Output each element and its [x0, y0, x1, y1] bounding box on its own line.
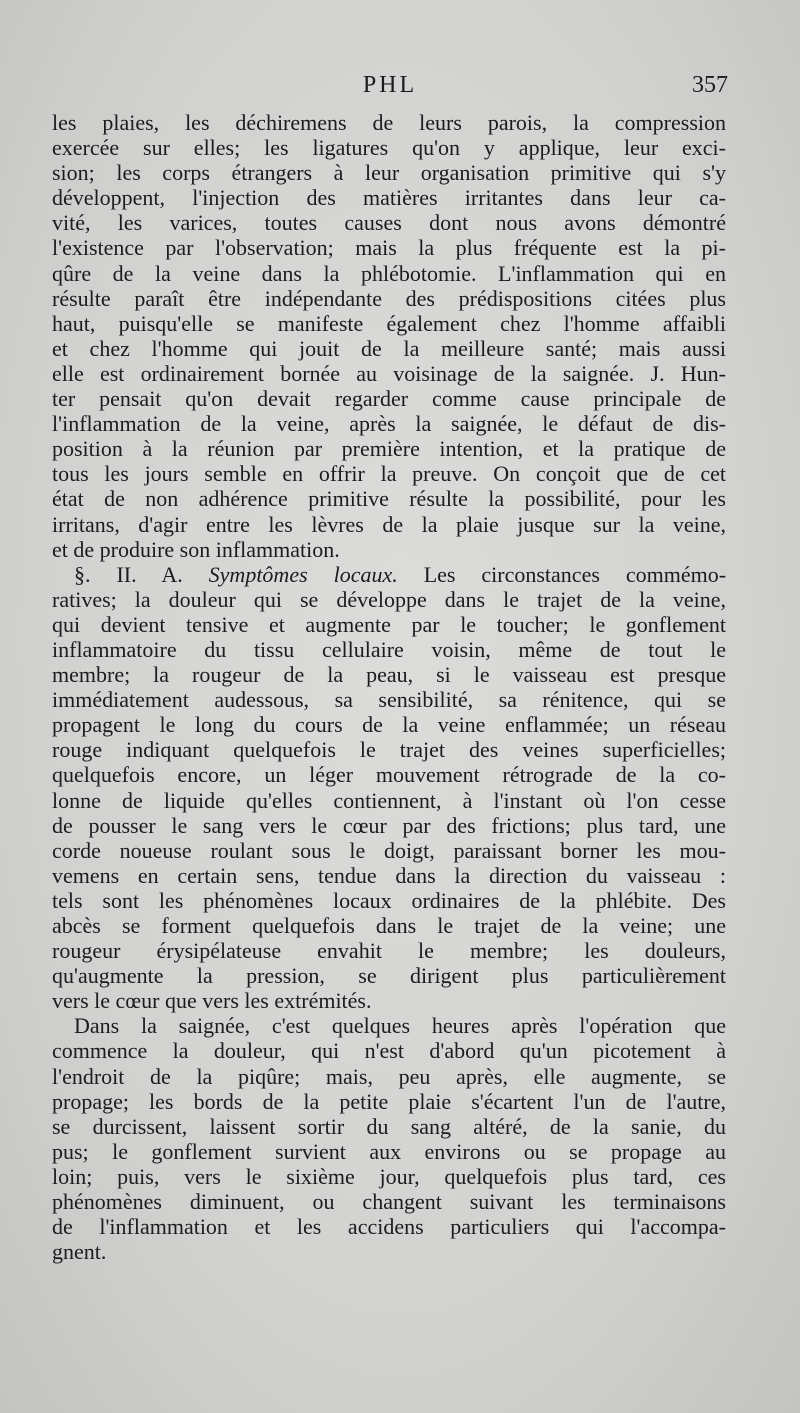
text-line: l'inflammation de la veine, après la saignée, le défaut de dis-: [52, 411, 726, 437]
body-text: [52, 110, 726, 1264]
text-line: loin; puis, vers le sixième jour, quelquefois plus tard, ces: [52, 1163, 726, 1189]
text-line: vité, les varices, toutes causes dont nous avons démontré: [52, 210, 726, 236]
text-line: quelquefois encore, un léger mouvement rétrograde de la co-: [52, 762, 726, 788]
text-line: état de non adhérence primitive résulte la possibilité, pour les: [52, 486, 726, 512]
paragraph-bloodletting: [52, 1013, 726, 1264]
text-line: lonne de liquide qu'elles contiennent, à l'instant où l'on cesse: [52, 787, 726, 813]
text-line: de l'inflammation et les accidens particuliers qui l'accompa-: [52, 1214, 726, 1240]
text-line: elle est ordinairement bornée au voisinage de la saignée. J. Hun-: [52, 360, 726, 386]
paragraph-local-symptoms: [52, 562, 726, 1014]
text-line: tels sont les phénomènes locaux ordinaires de la phlébite. Des: [52, 887, 726, 913]
text-line: commence la douleur, qui n'est d'abord qu'un picotement à: [52, 1038, 726, 1064]
text-line: exercée sur elles; les ligatures qu'on y applique, leur exci-: [52, 135, 726, 161]
text-line: rouge indiquant quelquefois le trajet des veines superficielles;: [52, 737, 726, 763]
text-line: inflammatoire du tissu cellulaire voisin, même de tout le: [52, 636, 726, 662]
text-line: haut, puisqu'elle se manifeste également chez l'homme affaibli: [52, 310, 726, 336]
text-line: l'endroit de la piqûre; mais, peu après, elle augmente, se: [52, 1063, 726, 1089]
text-line: position à la réunion par première intention, et la pratique de: [52, 436, 726, 462]
text-line: rougeur érysipélateuse envahit le membre; les douleurs,: [52, 938, 726, 964]
text-line: développent, l'injection des matières irritantes dans leur ca-: [52, 185, 726, 211]
text-line: immédiatement audessous, sa sensibilité, sa rénitence, qui se: [52, 687, 726, 713]
text-line: ter pensait qu'on devait regarder comme cause principale de: [52, 386, 726, 412]
text-line: l'existence par l'observation; mais la plus fréquente est la pi-: [52, 235, 726, 261]
text-line: qu'augmente la pression, se dirigent plus particulièrement: [52, 963, 726, 989]
text-line: se durcissent, laissent sortir du sang altéré, de la sanie, du: [52, 1113, 726, 1139]
text-line: vers le cœur que vers les extrémités.: [52, 988, 372, 1014]
text-line: résulte paraît être indépendante des prédispositions citées plus: [52, 285, 726, 311]
section-prefix: §. II. A.: [74, 561, 183, 587]
text-line: irritans, d'agir entre les lèvres de la plaie jusque sur la veine,: [52, 511, 726, 537]
text-line: abcès se forment quelquefois dans le trajet de la veine; une: [52, 913, 726, 938]
text-line: gnent.: [52, 1239, 107, 1265]
section-heading-line: [52, 562, 726, 587]
paragraph-causes: [52, 110, 726, 562]
section-title: Symptômes locaux.: [208, 561, 398, 587]
text-line: et chez l'homme qui jouit de la meilleure santé; mais aussi: [52, 335, 726, 361]
text-line: et de produire son inflammation.: [52, 536, 340, 562]
text-line: tous les jours semble en offrir la preuve. On conçoit que de cet: [52, 461, 726, 487]
text-line: vemens en certain sens, tendue dans la direction du vaisseau :: [52, 862, 726, 888]
text-line: de pousser le sang vers le cœur par des frictions; plus tard, une: [52, 812, 726, 838]
text-line: ratives; la douleur qui se développe dans le trajet de la veine,: [52, 586, 726, 612]
text-line: qui devient tensive et augmente par le toucher; le gonflement: [52, 611, 726, 637]
text-line: propagent le long du cours de la veine enflammée; un réseau: [52, 712, 726, 738]
text-line: corde noueuse roulant sous le doigt, paraissant borner les mou-: [52, 837, 726, 863]
text-line: qûre de la veine dans la phlébotomie. L'inflammation qui en: [52, 260, 726, 286]
text-line: les plaies, les déchiremens de leurs parois, la compression: [52, 110, 726, 135]
text-line: phénomènes diminuent, ou changent suivant les terminaisons: [52, 1189, 726, 1215]
page-number: 357: [692, 72, 728, 98]
text-line: pus; le gonflement survient aux environs ou se propage au: [52, 1138, 726, 1164]
running-title: PHL: [362, 72, 418, 98]
section-first-line-text: Les circonstances commémo-: [423, 561, 727, 587]
text-line: membre; la rougeur de la peau, si le vaisseau est presque: [52, 662, 726, 688]
text-line: propage; les bords de la petite plaie s'écartent l'un de l'autre,: [52, 1088, 726, 1114]
text-line: sion; les corps étrangers à leur organisation primitive qui s'y: [52, 160, 726, 186]
page-header: [52, 72, 728, 108]
text-line: Dans la saignée, c'est quelques heures après l'opération que: [74, 1013, 726, 1039]
